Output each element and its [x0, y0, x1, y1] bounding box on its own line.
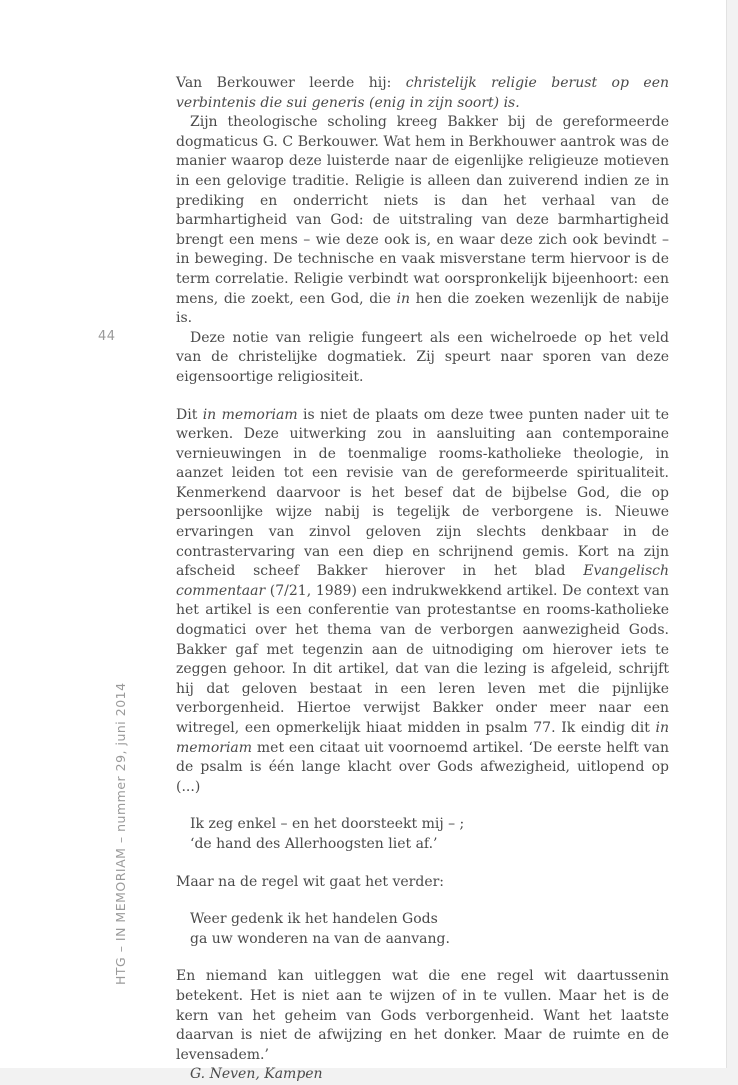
intro-lead: Van Berkouwer leerde hij: [176, 75, 406, 91]
paragraph-final: En niemand kan uitleggen wat die ene regel wit daartussenin betekent. Het is niet aan te wijzen of in te vullen. Maar het is de kern van het geheim van Gods verborgenheid. Want het laatste daarvan is niet de afwijzing en het donker. Maar de ruimte en de levensadem.’ [176, 968, 669, 1063]
paragraph-memoriam [176, 406, 669, 798]
page-number: 44 [98, 329, 116, 344]
memoriam-s4: met een citaat uit voornoemd artikel. ‘De eerste helft van de psalm is één lange klacht over Gods afwezigheid, uitlopend op (...) [176, 739, 669, 795]
verse-line: ga uw wonderen na van de aanvang. [190, 930, 450, 947]
paragraph-religie: Deze notie van religie fungeert als een wichelroede op het veld van de christelijke dogmatiek. Zij speurt naar sporen van deze eigensoortige religiositeit. [176, 329, 669, 385]
running-head: HTG – IN MEMORIAM – nummer 29, juni 2014 [113, 682, 128, 985]
author-signature: G. Neven, Kampen [190, 1066, 323, 1083]
berkouwer-italic: in [396, 290, 411, 307]
verse-quote-2 [190, 910, 669, 949]
verse-quote-1 [190, 815, 669, 854]
memoriam-s2: is niet de plaats om deze twee punten nader uit te werken. Deze uitwerking zou in aansluiting aan contemporaine vernieuwingen in de toenmalige rooms-katholieke theologie, in aanzet leiden tot een revisie van de gereformeerde spiritualiteit. Kenmerkend daarvoor is het besef dat de bijbelse God, die op persoonlijke wijze nabij is tegelijk de verborgene is. Nieuwe ervaringen van zinvol geloven zijn slechts denkbaar in de contrastervaring van een diep en schrijnend gemis. Kort na zijn afscheid scheef Bakker hierover in het blad [176, 406, 669, 580]
verse-line: ‘de hand des Allerhoogsten liet af.’ [190, 835, 438, 852]
transition-line: Maar na de regel wit gaat het verder: [176, 873, 445, 890]
intro-italic: christelijk religie berust op een verbintenis die sui generis (enig in zijn soort) is. [176, 75, 670, 111]
paragraph-intro [176, 74, 669, 113]
memoriam-i2: Evangelisch commentaar [176, 563, 669, 599]
verse-line: Weer gedenk ik het handelen Gods [190, 911, 438, 928]
berkouwer-tail: hen die zoeken wezenlijk de nabije is. [176, 290, 669, 327]
verse-line: Ik zeg enkel – en het doorsteekt mij – ; [190, 816, 465, 833]
memoriam-i3: in memoriam [176, 720, 669, 756]
paragraph-berkouwer [176, 113, 669, 329]
article-body [176, 74, 669, 1085]
memoriam-s3: (7/21, 1989) een indrukwekkend artikel. De context van het artikel is een conferentie van protestantse en rooms-katholieke dogmatici over het thema van de verborgen aanwezigheid Gods. Bakker gaf met tegenzin aan de uitnodiging om hierover iets te zeggen gehoor. In dit artikel, dat van die lezing is afgeleid, schrijft hij dat geloven bestaat in een leren leven met die pijnlijke verborgenheid. Hiertoe verwijst Bakker onder meer naar een witregel, een opmerkelijk hiaat midden in psalm 77. Ik eindig dit [176, 582, 669, 736]
memoriam-s1: Dit [176, 406, 203, 423]
memoriam-i1: in memoriam [202, 406, 298, 423]
berkouwer-text: Zijn theologische scholing kreeg Bakker bij de gereformeerde dogmaticus G. C Berkouwer. Wat hem in Berkhouwer aantrok was de manier waarop deze luisterde naar de eigenlijke religieuze motieven in een gelovige traditie. Religie is alleen dan zuiverend indien ze in prediking en onderricht niets is dan het verhaal van de barmhartigheid van God: de uitstraling van deze barmhartigheid brengt een mens – wie deze ook is, en waar deze zich ook bevindt – in beweging. De technische en vaak misverstane term hiervoor is de term correlatie. Religie verbindt wat oorspronkelijk bijeenhoort: een mens, die zoekt, een God, die [176, 114, 669, 307]
